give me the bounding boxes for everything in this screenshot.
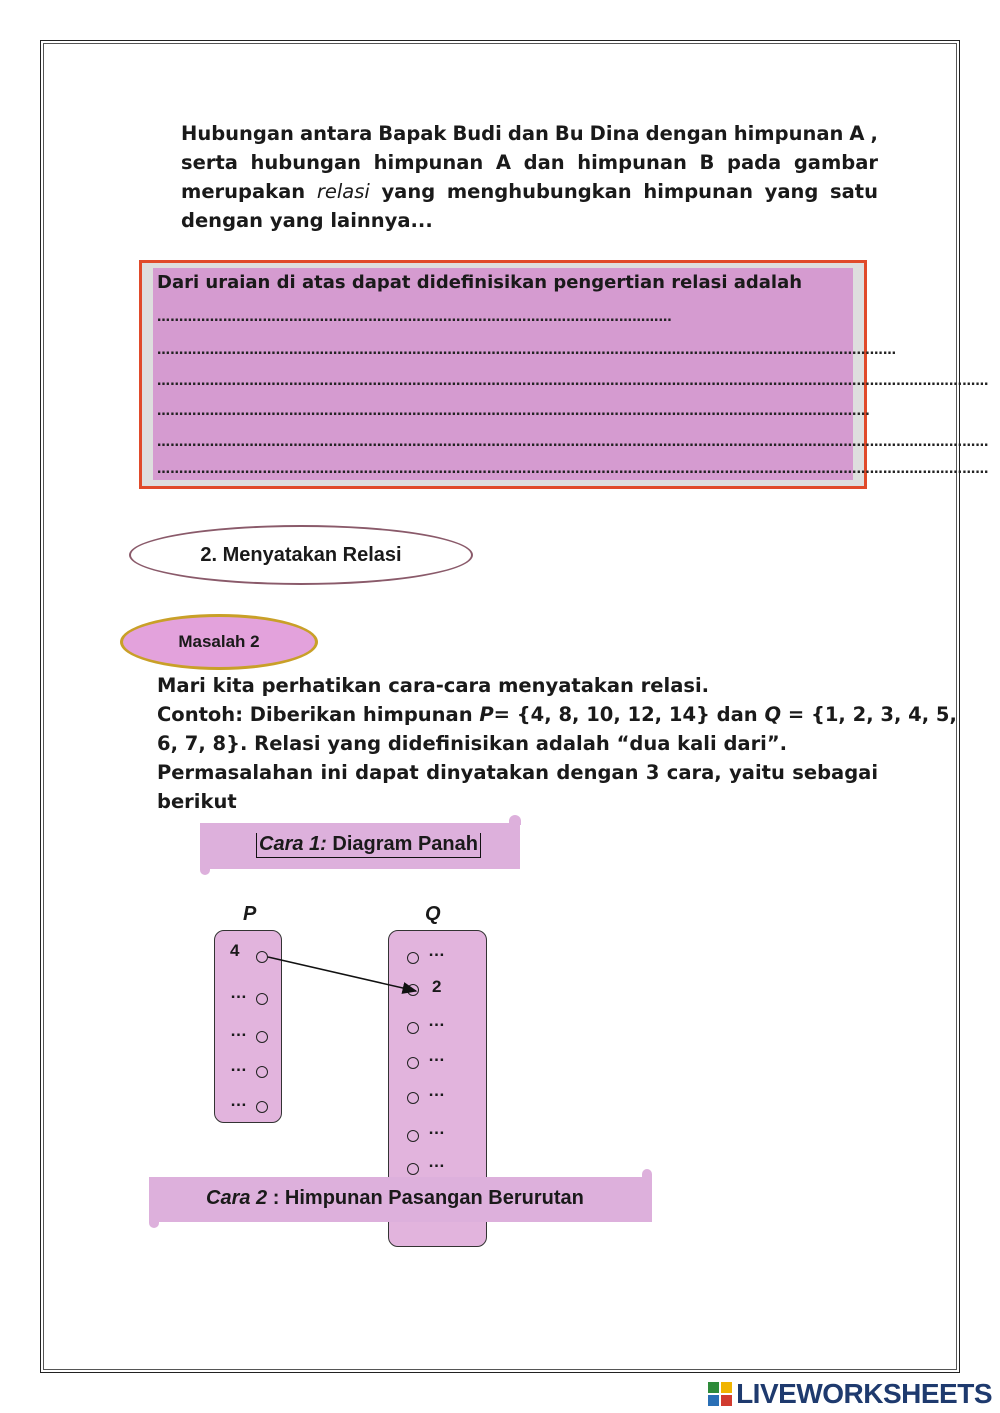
intro-line-4: dengan yang lainnya... (181, 209, 433, 232)
answer-dot-line: ……………………………………………………………………………………………………………………………………………………………………… (157, 374, 989, 389)
intro-word: dan (523, 151, 565, 174)
intro-word: himpunan (373, 151, 484, 174)
problem-line-4: Permasalahan ini dapat dinyatakan dengan 3 cara, yaitu sebagai (157, 761, 878, 784)
set-p-element: … (230, 1091, 247, 1110)
set-p-element: … (230, 1021, 247, 1040)
intro-word: menghubungkan (446, 180, 632, 203)
problem-line-1: Mari kita perhatikan cara-cara menyatakan relasi. (157, 674, 710, 697)
answer-dot-line: ……………………………………………………………………………………………………………………………………………… (157, 404, 870, 419)
masalah-badge: Masalah 2 (120, 614, 318, 670)
set-q-element: … (428, 1081, 445, 1100)
answer-dot-line: ……………………………………………………………………………………………………………………………………………………………………… (157, 462, 989, 477)
intro-word: pada (726, 151, 782, 174)
intro-word: hubungan (250, 151, 362, 174)
set-p-symbol: P (479, 703, 494, 726)
relasi-term: relasi (316, 180, 370, 203)
set-q-label: Q (425, 903, 441, 925)
intro-word: Budi (452, 122, 502, 145)
cara1-label: Diagram Panah (326, 833, 478, 855)
problem-line-2-b: = {4, 8, 10, 12, 14} dan (493, 703, 765, 726)
intro-word: himpunan (577, 151, 687, 174)
intro-word: Bu (554, 122, 584, 145)
definition-prompt: Dari uraian di atas dapat didefinisikan pengertian relasi adalah (157, 272, 803, 293)
set-q-symbol: Q (764, 703, 782, 726)
set-p-element: … (230, 983, 247, 1002)
cara1-prefix: Cara 1: (259, 833, 327, 855)
set-q-element: … (428, 1119, 445, 1138)
relation-arrow (268, 957, 416, 991)
section-title: 2. Menyatakan Relasi (129, 525, 473, 585)
cara2-label: : Himpunan Pasangan Berurutan (267, 1187, 584, 1209)
intro-word: Hubungan (181, 122, 294, 145)
intro-word: dan (507, 122, 549, 145)
intro-word: himpunan (643, 180, 753, 203)
intro-word: himpunan (733, 122, 844, 145)
intro-word: A (849, 122, 865, 145)
answer-dot-line: …………………………………………………………………………………………………………………………………………………… (157, 343, 897, 358)
banner-curl (642, 1169, 652, 1179)
answer-dot-line: ……………………………………………………………………………………………………… (157, 310, 672, 325)
set-q-element: … (428, 1046, 445, 1065)
brand-text: LIVEWORKSHEETS (736, 1378, 992, 1409)
problem-line-5: berikut (157, 790, 237, 813)
liveworksheets-logo-icon (708, 1382, 732, 1406)
intro-word: yang (764, 180, 819, 203)
intro-word: serta (181, 151, 238, 174)
intro-word: Bapak (378, 122, 447, 145)
set-p-label: P (243, 903, 257, 925)
set-q-element: … (428, 941, 445, 960)
cara2-title (206, 1187, 584, 1210)
set-p-element: 4 (230, 941, 240, 960)
answer-dot-line: ……………………………………………………………………………………………………………………………………………………………………… (157, 435, 989, 450)
set-q-element: 2 (432, 977, 442, 996)
intro-word: satu (830, 180, 878, 203)
intro-word: gambar (793, 151, 878, 174)
intro-word: yang (381, 180, 436, 203)
intro-word: Dina (589, 122, 640, 145)
intro-word: dengan (645, 122, 728, 145)
intro-word: antara (299, 122, 373, 145)
set-p-element: … (230, 1056, 247, 1075)
intro-word: B (699, 151, 715, 174)
set-q-element: … (428, 1152, 445, 1171)
intro-word: , (870, 122, 878, 145)
intro-word: merupakan (181, 180, 306, 203)
problem-line-2-c: = {1, 2, 3, 4, 5, (781, 703, 957, 726)
problem-line-3: 6, 7, 8}. Relasi yang didefinisikan adalah “dua kali dari”. (157, 732, 788, 755)
intro-word: A (495, 151, 512, 174)
set-q-element: … (428, 1011, 445, 1030)
problem-line-2-a: Contoh: Diberikan himpunan (157, 703, 480, 726)
cara2-prefix: Cara 2 (206, 1187, 268, 1209)
liveworksheets-brand[interactable] (708, 1378, 992, 1410)
